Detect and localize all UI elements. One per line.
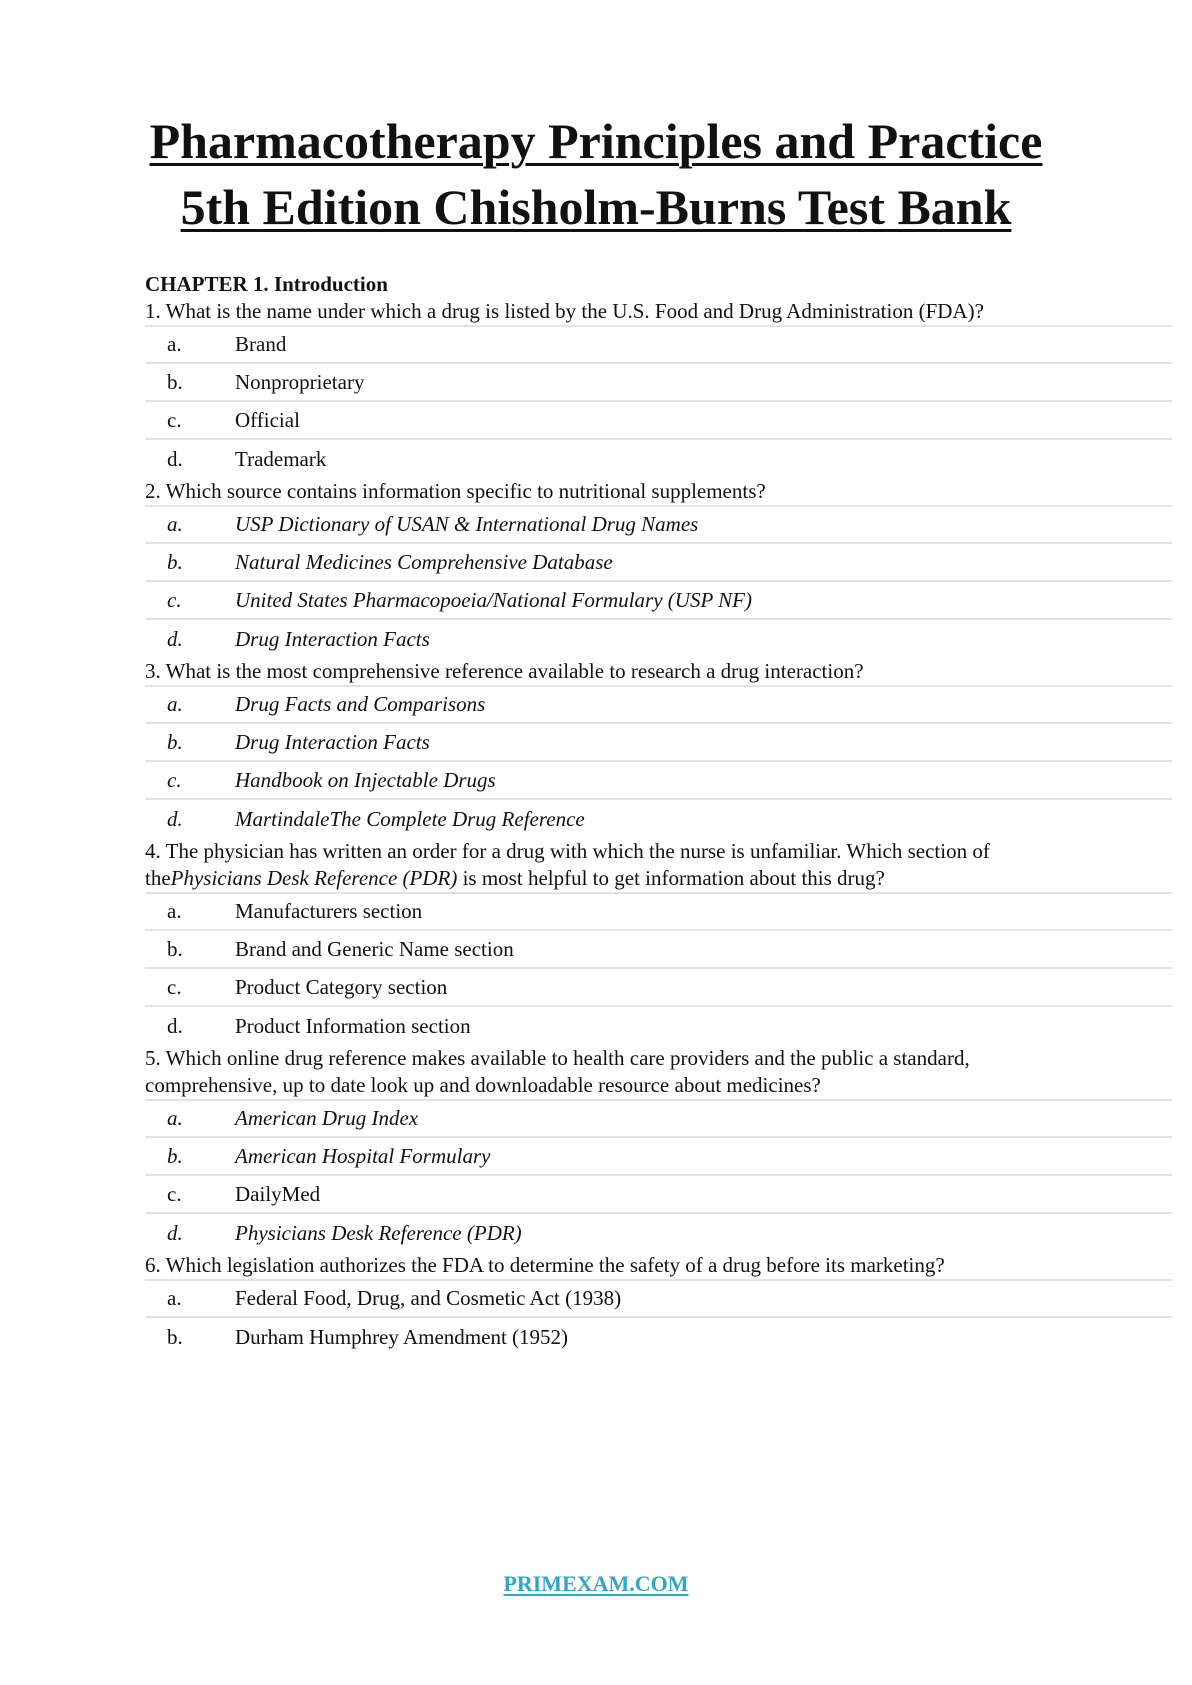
question-3-option-c xyxy=(145,762,1172,800)
question-5-option-c xyxy=(145,1176,1172,1214)
option-letter: d. xyxy=(167,626,183,651)
option-text: United States Pharmacopoeia/National Formulary (USP NF) xyxy=(235,587,752,612)
document-title xyxy=(0,108,1192,240)
option-text: DailyMed xyxy=(235,1181,321,1206)
question-1: 1. What is the name under which a drug is listed by the U.S. Food and Drug Administration (FDA)? xyxy=(145,299,984,323)
option-letter: a. xyxy=(167,512,183,536)
question-4-option-b xyxy=(145,931,1172,969)
option-letter: c. xyxy=(167,407,182,432)
question-4-option-c xyxy=(145,969,1172,1007)
question-list xyxy=(145,271,1172,1356)
option-letter: b. xyxy=(167,549,183,574)
question-4-option-a xyxy=(145,892,1172,931)
question-2-option-b xyxy=(145,544,1172,582)
question-2-option-d xyxy=(145,620,1172,658)
question-2: 2. Which source contains information specific to nutritional supplements? xyxy=(145,479,766,503)
option-text: Natural Medicines Comprehensive Database xyxy=(235,549,613,574)
option-letter: a. xyxy=(167,332,182,356)
option-letter: a. xyxy=(167,1286,182,1310)
option-text: Drug Interaction Facts xyxy=(235,729,430,754)
question-3: 3. What is the most comprehensive reference available to research a drug interaction? xyxy=(145,659,864,683)
question-1-option-d xyxy=(145,440,1172,478)
question-6-option-b xyxy=(145,1318,1172,1356)
option-letter: b. xyxy=(167,369,183,394)
question-5-option-d xyxy=(145,1214,1172,1252)
question-1-option-b xyxy=(145,364,1172,402)
option-text: Product Category section xyxy=(235,974,448,999)
question-2-option-a xyxy=(145,505,1172,544)
option-letter: d. xyxy=(167,806,183,831)
question-3-option-a xyxy=(145,685,1172,724)
option-text: American Drug Index xyxy=(235,1106,419,1130)
option-text: MartindaleThe Complete Drug Reference xyxy=(235,806,585,831)
question-4-text-end: is most helpful to get information about this drug? xyxy=(457,866,885,890)
question-3-option-d xyxy=(145,800,1172,838)
option-letter: c. xyxy=(167,974,182,999)
footer-link[interactable]: PRIMEXAM.COM xyxy=(503,1571,689,1596)
option-text: Handbook on Injectable Drugs xyxy=(235,767,496,792)
option-letter: d. xyxy=(167,1220,183,1245)
option-text: Nonproprietary xyxy=(235,369,365,394)
option-text: Drug Facts and Comparisons xyxy=(235,692,486,716)
option-text: American Hospital Formulary xyxy=(235,1143,491,1168)
question-5-option-b xyxy=(145,1138,1172,1176)
option-letter: a. xyxy=(167,899,182,923)
option-letter: b. xyxy=(167,729,183,754)
option-text: Manufacturers section xyxy=(235,899,423,923)
option-text: Durham Humphrey Amendment (1952) xyxy=(235,1324,569,1349)
title-line-2: 5th Edition Chisholm-Burns Test Bank xyxy=(180,179,1012,235)
question-5-option-a xyxy=(145,1099,1172,1138)
question-6-option-a xyxy=(145,1279,1172,1318)
option-letter: b. xyxy=(167,1143,183,1168)
option-text: Physicians Desk Reference (PDR) xyxy=(235,1220,522,1245)
option-letter: d. xyxy=(167,446,183,471)
option-text: Official xyxy=(235,407,300,432)
question-5: 5. Which online drug reference makes available to health care providers and the public a standard, comprehensive, up to date look up and downloadable resource about medicines? xyxy=(145,1046,970,1097)
option-letter: b. xyxy=(167,1324,183,1349)
option-letter: a. xyxy=(167,692,183,716)
footer xyxy=(0,1571,1192,1597)
option-letter: c. xyxy=(167,767,182,792)
title-line-1: Pharmacotherapy Principles and Practice xyxy=(149,113,1043,169)
option-text: Brand and Generic Name section xyxy=(235,936,514,961)
question-3-option-b xyxy=(145,724,1172,762)
question-1-option-c xyxy=(145,402,1172,440)
option-letter: c. xyxy=(167,1181,182,1206)
option-letter: c. xyxy=(167,587,182,612)
option-text: Brand xyxy=(235,332,287,356)
question-1-option-a xyxy=(145,325,1172,364)
option-text: Product Information section xyxy=(235,1013,471,1038)
question-4-reference-title: Physicians Desk Reference (PDR) xyxy=(170,866,458,890)
question-4-text: 4. The physician has written an order for a drug with which the nurse is unfamiliar. Which section of the xyxy=(145,839,990,890)
option-text: Federal Food, Drug, and Cosmetic Act (1938) xyxy=(235,1286,622,1310)
option-letter: d. xyxy=(167,1013,183,1038)
option-letter: b. xyxy=(167,936,183,961)
option-text: Drug Interaction Facts xyxy=(235,626,430,651)
question-2-option-c xyxy=(145,582,1172,620)
question-4-option-d xyxy=(145,1007,1172,1045)
question-6: 6. Which legislation authorizes the FDA to determine the safety of a drug before its marketing? xyxy=(145,1253,945,1277)
question-4 xyxy=(145,838,1172,892)
option-letter: a. xyxy=(167,1106,183,1130)
option-text: Trademark xyxy=(235,446,327,471)
option-text: USP Dictionary of USAN & International Drug Names xyxy=(235,512,699,536)
chapter-heading: CHAPTER 1. Introduction xyxy=(145,272,388,296)
